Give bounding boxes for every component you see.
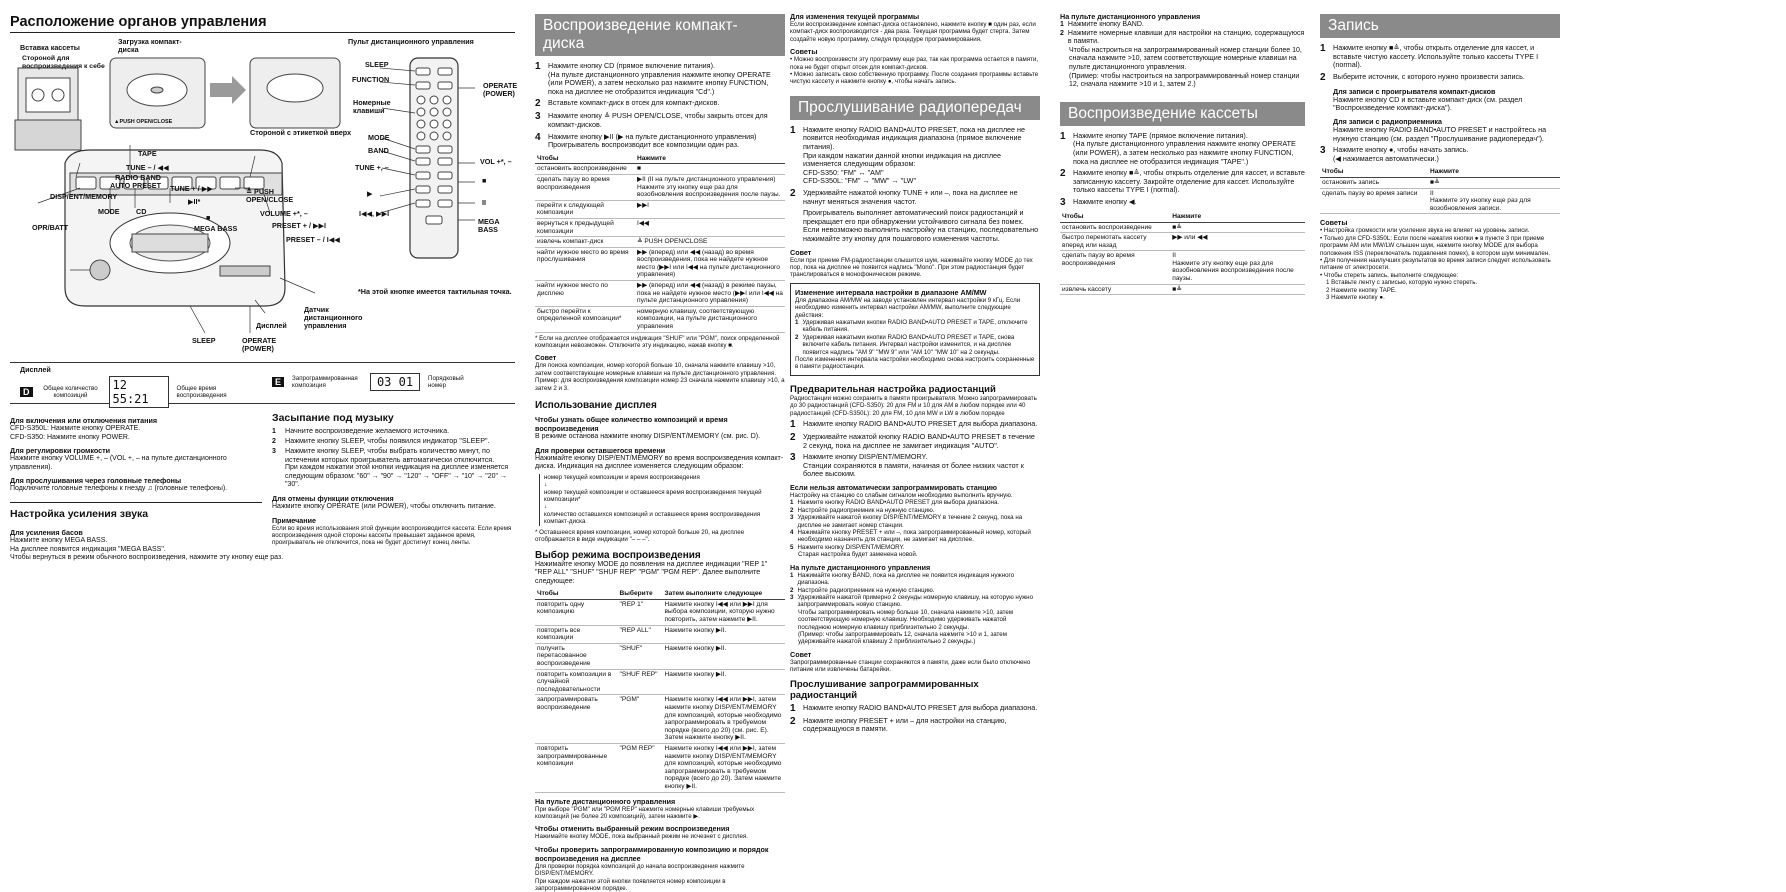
tape-table-row-cell: сделать паузу во время воспроизведения (1060, 251, 1170, 284)
cd-step-4b: Проигрыватель воспроизводит все композиции один раз. (548, 140, 740, 150)
record-radio-heading: Для записи с радиоприемника (1333, 116, 1443, 126)
record-step-2: Выберите источник, с которого нужно произвести запись. (1333, 71, 1525, 81)
remote-band: BAND (368, 146, 389, 155)
sleep-note-heading: Примечание (272, 515, 317, 525)
sleep-note: Если во время использования этой функции воспроизводится кассета: Если время воспроизведения одной стороны кассеты превышает заданное время, проигрыватель не отключится, пока не будет достигнут конец ленты. (272, 524, 512, 547)
check-line-2: При каждом нажатии этой кнопки появляется номер композиции в запрограммированном порядке. (535, 877, 726, 892)
column-cd: Воспроизведение компакт-диска 1 Нажмите кнопку CD (прямое включение питания). (На пульте дистанционного управления нажмите кнопку OPERATE (или POWER), а затем несколько раз нажмите кнопку FUNCTION, пока на дисплее не отобразится индикация "Cd".) 2 Вставьте компакт-диск в отсек для компакт-дисков. 3 Нажмите кнопку ≜ PUSH OPEN/CLOSE, чтобы закрыть отсек для компакт-дисков. 4 Нажмите кнопку ▶II (▶ на пульте дистанционного управления) Проигрыватель воспроизводит все композиции один раз. Чтобы Нажмите остановить воспроизведение ■ сделать паузу во время воспроизведения ▶II (II на пульте дистанционного управления) Нажмите эту кнопку еще раз для возобновления воспроизведения после паузы. перейти к следующей композиции ▶▶I вернуться к предыдущей композиции I◀◀ извлечь компакт-диск ≜ PUSH OPEN/CLOSE найти нужное место во время прослушивания ▶▶ (вперед) или ◀◀ (назад) во время воспроизведения, пока не найдете нужное место (▶▶I или I◀◀ на пульте дистанционного управления) найти нужное место по дисплею ▶▶ (вперед) или ◀◀ (назад) в режиме паузы, пока не найдете нужное место (▶▶I или I◀◀ на пульте дистанционного управления) быстро перейти к определенной композиции* номерную клавишу, соответствующую композиции, на пульте дистанционного управления * Если на дисплее отображается индикация "SHUF" или "PGM", поиск определенной композиции невозможен. Отключите эту индикацию, нажав кнопку ■. Совет Для поиска композиции, номер которой больше 10, сначала нажмите клавишу >10, затем соответствующие номерные клавиши на пульте дистанционного управления. Пример: для воспроизведения композиции номер 23 сначала нажмите клавишу >10, а затем 2 и 3. Использование дисплея Чтобы узнать общее количество композиций и время воспроизведения В режиме останова нажмите кнопку DISP/ENT/MEMORY (см. рис. D). Для проверки оставшегося времени Нажимайте кнопку DISP/ENT/MEMORY во время воспроизведения компакт-диска. Индикация на дисплее изменяется следующим образом: номер текущей композиции и время воспроизведения ↓ номер текущей композиции и оставшееся время воспроизведения текущей композиции* ↓ количество оставшихся композиций и оставшееся время воспроизведения компакт-диска * Оставшееся время композиции, номер которой больше 20, на дисплее отображается в виде индикации "– – –". Выбор режима воспроизведения Нажимайте кнопку MODE до появления на дисплее индикации "REP 1" "REP ALL" "SHUF" "SHUF REP" "PGM" "PGM REP". Далее выполните следующее: Чтобы Выберите Затем выполните следующее повторить одну композицию "REP 1" Нажмите кнопку I◀◀ или ▶▶I для выбора композиции, которую нужно повторить, затем нажмите ▶II. повторить все композиции "REP ALL" Нажмите кнопку ▶II. получить перетасованное воспроизведение "SHUF" Нажмите кнопку ▶II. повторить композиции в случайной последовательности "SHUF REP" Нажмите кнопку ▶II. запрограммировать воспроизведение "PGM" Нажмите кнопку I◀◀ или ▶▶I, затем нажмите кнопку DISP/ENT/MEMORY для композиций, которые необходимо запрограммировать в требуемом порядке (всего до 20) (см. рис. E). Затем нажмите кнопку ▶II. повторить запрограммированные композиции "PGM REP" Нажмите кнопку I◀◀ или ▶▶I, затем нажмите кнопку DISP/ENT/MEMORY для композиций, которые необходимо запрограммировать в требуемом порядке (всего до 20). Затем нажмите кнопку ▶II. На пульте дистанционного управления При выборе "PGM" или "PGM REP" нажмите номерные клавиши требуемых композиций (не более 20 композиций), затем нажмите ▶. Чтобы отменить выбранный режим воспроизведения Нажимайте кнопку MODE, пока выбранный режим не исчезнет с дисплея. Чтобы проверить запрограммированную композицию и порядок воспроизведения на дисплее Для проверки порядка композиций до начала воспроизведения нажмите DISP/ENT/MEMORY. При каждом нажатии этой кнопки появляется номер композиции в запрограммированном порядке. (535, 0, 785, 842)
mode-table-row-cell: повторить все композиции (535, 625, 618, 643)
record-step-3b: (◀ нажимается автоматически.) (1333, 153, 1439, 163)
cd-remote-heading: На пульте дистанционного управления (535, 796, 676, 806)
record-step-3: Нажмите кнопку ●, чтобы начать запись. (1333, 145, 1469, 155)
record-tips-heading: Советы (1320, 218, 1348, 228)
mode-table-row (535, 643, 785, 669)
display-d-right: Общее время воспроизведения (176, 384, 227, 399)
mode-table-row-cell: повторить одну композицию (535, 599, 618, 625)
label-cd: CD (136, 207, 147, 216)
prog-tip-2: • Можно записать свою собственную программу. После создания программы вставьте чистую кассету и нажмите кнопку ●, чтобы начать запись. (790, 71, 1039, 86)
mode-table-row-cell: получить перетасованное воспроизведение (535, 643, 618, 669)
interval-box: Изменение интервала настройки в диапазоне AM/MW Для диапазона AM/MW на заводе установлен интервал настройки 9 кГц. Если необходимо изменить интервал настройки AM/MW, выполните следующие действия: 1 Удерживая нажатыми кнопки RADIO BAND•AUTO PRESET и TAPE, отключите кабель питания. 2 Удерживая нажатыми кнопки RADIO BAND•AUTO PRESET и TAPE, снова включите кабель питания. Интервал настройки изменится, и на дисплее появится надпись "AM 9" "MW 9" или "AM 10" "MW 10" на 2 секунды. После изменения интервала настройки необходимо снова настроить сохраненные в памяти радиостанции. (790, 283, 1040, 376)
remote-function: FUNCTION (352, 75, 390, 84)
mode-header-then: Затем выполните следующее (663, 589, 786, 599)
mode-table-row (535, 669, 785, 695)
manual-step-3: Удерживайте нажатой кнопку DISP/ENT/MEMORY в течение 2 секунд, пока на дисплее не замигает номер станции. (797, 514, 1023, 529)
mode-line: Нажимайте кнопку MODE до появления на дисплее индикации "REP 1" "REP ALL" "SHUF" "SHUF REP" "PGM" "PGM REP". Далее выполните следующее: (535, 560, 768, 585)
radio-tip-heading: Совет (790, 247, 812, 257)
mode-table-row-cell: Нажмите кнопку I◀◀ или ▶▶I, затем нажмите кнопку DISP/ENT/MEMORY для композиций, которые необходимо запрограммировать в требуемом порядке (всего до 20). Затем нажмите кнопку ▶II. (663, 743, 786, 792)
mode-title: Выбор режима воспроизведения (535, 549, 701, 561)
column-tape: На пульте дистанционного управления 1 Нажмите кнопку BAND. 2 Нажмите номерные клавиши для настройки на станцию, содержащуюся в памяти. Чтобы настроиться на запрограммированный номер станции более 10, сначала нажмите >10, затем соответствующие номерные клавиши на пульте дистанционного управления. (Пример: чтобы настроиться на запрограммированный номер станции 12, сначала нажмите >10 и 1, затем 2.) Воспроизведение кассеты 1 Нажмите кнопку TAPE (прямое включение питания). (На пульте дистанционного управления нажмите кнопку OPERATE (или POWER), а затем несколько раз нажмите кнопку FUNCTION, пока на дисплее не отобразится индикация "TAPE".) 2 Нажмите кнопку ■≜, чтобы открыть отделение для кассет, и вставьте записанную кассету. Закройте отделение для кассет. Используйте только кассеты TYPE I (normal). 3 Нажмите кнопку ◀. Чтобы Нажмите остановить воспроизведение ■≜ быстро перемотать кассету вперед или назад ▶▶ или ◀◀ сделать паузу во время воспроизведения II Нажмите эту кнопку еще раз для возобновления воспроизведения после паузы. извлечь кассету ■≜ (1060, 0, 1305, 842)
record-cd-line: Нажмите кнопку CD и вставьте компакт-диск (см. раздел "Воспроизведение компакт-диска"). (1333, 94, 1523, 113)
mode-table-row-cell: "REP 1" (618, 599, 663, 625)
cd-table-row-cell: перейти к следующей композиции (535, 200, 635, 218)
cd-table-row-cell: ▶▶ (вперед) или ◀◀ (назад) в режиме паузы, пока не найдете нужное место (▶▶I или I◀◀ на пульте дистанционного управления) (635, 281, 785, 307)
sleep-step-1: Начните воспроизведение желаемого источника. (285, 426, 450, 435)
column-radio: Для изменения текущей программы Если воспроизведение компакт-диска остановлено, нажмите кнопку ■ один раз, если компакт-диск воспроизводится - два раза. Текущая программа будет стерта. Затем создайте новую программу, следуя процедуре программирования. Советы • Можно воспроизвести эту программу еще раз, так как программа остается в памяти, пока не будет открыт отсек для компакт-дисков. • Можно записать свою собственную программу. После создания программы вставьте чистую кассету и нажмите кнопку ●, чтобы начать запись. Прослушивание радиопередач 1 Нажмите кнопку RADIO BAND•AUTO PRESET, пока на дисплее не появится необходимая индикация диапазона (прямое включение питания). При каждом нажатии данной кнопки индикация на дисплее изменяется следующим образом: CFD-S350: "FM" ↔ "AM" CFD-S350L: "FM" → "MW" → "LW" 2 Удерживайте нажатой кнопку TUNE + или –, пока на дисплее не начнут меняться значения частот. Проигрыватель выполняет автоматический поиск радиостанций и прекращает его при обнаружении устойчивого сигнала без помех. Если невозможно выполнить настройку на станцию, последовательно нажимайте эту кнопку для пошагового изменения частоты. Совет Если при приеме FM-радиостанции слышится шум, нажимайте кнопку MODE до тех пор, пока на дисплее не появится надпись "Mono". При этом радиостанция будет транслироваться в монофоническом режиме. Изменение интервала настройки в диапазоне AM/MW Для диапазона AM/MW на заводе установлен интервал настройки 9 кГц. Если необходимо изменить интервал настройки AM/MW, выполните следующие действия: 1 Удерживая нажатыми кнопки RADIO BAND•AUTO PRESET и TAPE, отключите кабель питания. 2 Удерживая нажатыми кнопки RADIO BAND•AUTO PRESET и TAPE, снова включите кабель питания. Интервал настройки изменится, и на дисплее появится надпись "AM 9" "MW 9" или "AM 10" "MW 10" на 2 секунды. После изменения интервала настройки необходимо снова настроить сохраненные в памяти радиостанции. Предварительная настройка радиостанций Радиостанции можно сохранить в памяти проигрывателя. Можно запрограммировать до 30 радиостанций (CFD-S350): 20 для FM и 10 для AM в любом порядке или 40 радиостанций (CFD-S350L): 20 для FM, 10 для MW и LW в любом порядке 1 Нажмите кнопку RADIO BAND•AUTO PRESET для выбора диапазона. 2 Удерживайте нажатой кнопку RADIO BAND•AUTO PRESET в течение 2 секунд, пока на дисплее не замигает индикация "AUTO". 3 Нажмите кнопку DISP/ENT/MEMORY. Станции сохраняются в памяти, начиная от более низких частот к более высоким. Если нельзя автоматически запрограммировать станцию Настройку на станцию со слабым сигналом необходимо выполнить вручную. 1 Нажмите кнопку RADIO BAND•AUTO PRESET для выбора диапазона. 2 Настройте радиоприемник на нужную станцию. 3 Удерживайте нажатой кнопку DISP/ENT/MEMORY в течение 2 секунд, пока на дисплее не замигает номер станции. 4 Нажимайте кнопку PRESET + или –, пока запрограммированный номер, который необходимо назначить для станции, не замигает на дисплее. 5 Нажмите кнопку DISP/ENT/MEMORY. Старая настройка будет заменена новой. На пульте дистанционного управления 1 Нажимайте кнопку BAND, пока на дисплее не появится индикация нужного диапазона. 2 Настройте радиоприемник на нужную станцию. 3 Удерживайте нажатой примерно 2 секунды номерную клавишу, на которую нужно запрограммировать новую станцию. Чтобы запрограммировать номер больше 10, сначала нажмите >10, затем соответствующую номерную клавишу. Необходимо удерживать нажатой последнюю номерную клавишу приблизительно 2 секунды. (Пример: чтобы запрограммировать 12, сначала нажмите >10 и 1, затем удерживайте нажатой клавишу 2 приблизительно 2 секунды.) Совет Запрограммированные станции сохраняются в памяти, даже если было отключено питание или извлечены батарейки. Прослушивание запрограммированных радиостанций 1 Нажмите кнопку RADIO BAND•AUTO PRESET для выбора диапазона. 2 Нажмите кнопку PRESET + или – для настройки на станцию, содержащуюся в памяти. (790, 12, 1039, 734)
record-control-table (1320, 167, 1560, 214)
power-heading: Для включения или отключения питания (10, 416, 158, 425)
remote-mega: MEGA BASS (478, 217, 500, 234)
remote-vol: VOL +*, – (480, 157, 512, 166)
interval-line: Для диапазона AM/MW на заводе установлен интервал настройки 9 кГц. Если необходимо изменить интервал настройки AM/MW, выполните следующие действия: (795, 296, 1021, 319)
tape-step-2: Нажмите кнопку ■≜, чтобы открыть отделение для кассет, и вставьте записанную кассету. Закройте отделение для кассет. Используйте только кассеты TYPE I (normal). (1073, 168, 1305, 195)
mode-table-row-cell: "SHUF" (618, 643, 663, 669)
record-table-row-cell: ■≜ (1428, 177, 1560, 188)
mode-table-row-cell: Нажмите кнопку I◀◀ или ▶▶I для выбора композиции, которую нужно повторить, затем нажмите ▶II. (663, 599, 786, 625)
tape-table-row-cell: остановить воспроизведение (1060, 222, 1170, 233)
cd-tip: Для поиска композиции, номер которой больше 10, сначала нажмите клавишу >10, затем соответствующие номерные клавиши на пульте дистанционного управления. Пример: для воспроизведения композиции номер 23 сначала нажмите клавишу >10, а затем 2 и 3. (535, 362, 785, 392)
power-line-1: CFD-S350L: Нажмите кнопку OPERATE. (10, 425, 141, 432)
label-mode: MODE (98, 207, 120, 216)
label-disp: DISP/ENT/MEMORY (50, 192, 118, 201)
remote-numeric: Номерные клавиши (353, 98, 391, 115)
power-line-2: CFD-S350: Нажмите кнопку POWER. (10, 433, 130, 441)
preset-tip-heading: Совет (790, 649, 812, 659)
prog-tip-1: • Можно воспроизвести эту программу еще раз, так как программа остается в памяти, пока не будет открыт отсек для компакт-дисков. (790, 56, 1039, 71)
figure-d-tag: D (20, 387, 33, 397)
tape-section-title: Воспроизведение кассеты (1060, 102, 1305, 126)
mode-table-row-cell: Нажмите кнопку ▶II. (663, 625, 786, 643)
mode-table-row (535, 599, 785, 625)
remain-flow: номер текущей композиции и время воспроизведения ↓ номер текущей композиции и оставшееся время воспроизведения текущей композиции* ↓ количество оставшихся композиций и оставшееся время воспроизведения компакт-диска (539, 474, 785, 526)
listen-title: Прослушивание запрограммированных радиостанций (790, 678, 979, 701)
mode-table-row-cell: повторить композиции в случайной последовательности (535, 669, 618, 695)
record-tip-3: • Для получения наилучших результатов во время записи следует использовать питание от электросети. (1320, 256, 1551, 272)
cd-table-row-cell: найти нужное место во время прослушивания (535, 247, 635, 280)
tape-remote-step-1: Нажмите кнопку BAND. (1067, 21, 1144, 28)
label-preset-plus: PRESET + / ▶▶I (272, 221, 326, 230)
radio-step-1b: При каждом нажатии данной кнопки индикация на дисплее изменяется следующим образом: (803, 150, 1002, 169)
radio-remote-step-1: Нажимайте кнопку BAND, пока на дисплее не появится индикация нужного диапазона. (797, 571, 1015, 587)
page-title: Расположение органов управления (10, 14, 515, 33)
display-e-lcd: 03 01 (370, 373, 420, 391)
label-opr-batt: OPR/BATT (32, 223, 69, 232)
cd-table-row (535, 200, 785, 218)
record-step-1: Нажмите кнопку ■≜, чтобы открыть отделение для кассет, и вставьте чистую кассету. Используйте только кассеты TYPE I (normal). (1333, 43, 1539, 70)
label-tune-plus: TUNE + / ▶▶ (170, 184, 213, 193)
remote-tune: TUNE +, – (355, 163, 389, 172)
flow-note: * Оставшееся время композиции, номер которой больше 20, на дисплее отображается в виде индикации "– – –". (535, 528, 745, 544)
remote-operate: OPERATE (POWER) (483, 81, 518, 98)
remain-heading: Для проверки оставшегося времени (535, 445, 666, 455)
sleep-step-2: Нажмите кнопку SLEEP, чтобы появился индикатор "SLEEP". (285, 436, 490, 445)
mode-table-row-cell: запрограммировать воспроизведение (535, 695, 618, 744)
column-record: Запись 1 Нажмите кнопку ■≜, чтобы открыть отделение для кассет, и вставьте чистую кассету. Используйте только кассеты TYPE I (normal). 2 Выберите источник, с которого нужно произвести запись. Для записи с проигрывателя компакт-дисков Нажмите кнопку CD и вставьте компакт-диск (см. раздел "Воспроизведение компакт-диска"). Для записи с радиоприемника Нажмите кнопку RADIO BAND•AUTO PRESET и настройтесь на нужную станцию (см. раздел "Прослушивание радиопередач"). 3 Нажмите кнопку ●, чтобы начать запись. (◀ нажимается автоматически.) Чтобы Нажмите остановить запись ■≜ сделать паузу во время записи II Нажмите эту кнопку еще раз для возобновления записи. Советы • Настройка громкости или усиления звука не влияет на уровень записи. • Только для CFD-S350L: Если после нажатия кнопки ● в пункте 3 при приеме программ AM или MW/LW слышен шум, нажмите кнопку MODE для выбора положения ISS (переключатель подавления помех), в котором шум минимален. • Для получения наилучших результатов во время записи следует использовать питание от электросети. • Чтобы стереть запись, выполните следующее: 1 Вставьте ленту с записью, которую нужно стереть. 2 Нажмите кнопку TAPE. 3 Нажмите кнопку ●. (1320, 0, 1780, 842)
cd-table-row-cell: быстро перейти к определенной композиции* (535, 306, 635, 332)
preset-line: Радиостанции можно сохранить в памяти проигрывателя. Можно запрограммировать до 30 радиостанций (CFD-S350): 20 для FM и 10 для AM в любом порядке или 40 радиостанций (CFD-S350L): 20 для FM, 10 для MW и LW в любом порядке (790, 394, 1037, 417)
tape-table-row-cell: извлечь кассету (1060, 284, 1170, 295)
mode-header-select: Выберите (618, 589, 663, 599)
tape-table-header-to: Чтобы (1060, 212, 1170, 222)
cd-table-row-cell: найти нужное место по дисплею (535, 281, 635, 307)
cd-table-row (535, 237, 785, 248)
flow-step-1: номер текущей композиции и время воспроизведения (544, 473, 700, 481)
interval-heading: Изменение интервала настройки в диапазоне AM/MW (795, 287, 987, 297)
label-tape: TAPE (138, 149, 157, 158)
manual-step-1: Нажмите кнопку RADIO BAND•AUTO PRESET для выбора диапазона. (797, 499, 1000, 507)
cd-step-1b: (На пульте дистанционного управления нажмите кнопку OPERATE (или POWER), а затем несколько раз нажмите кнопку FUNCTION, пока на дисплее не отобразится индикация "Cd".) (548, 69, 771, 96)
manual-step-4: Нажимайте кнопку PRESET + или –, пока запрограммированный номер, который необходимо назначить для станции, не замигает на дисплее. (797, 529, 1031, 544)
tape-table-row (1060, 233, 1305, 251)
label-push-open: ▲PUSH OPEN/CLOSE (114, 119, 173, 125)
remote-title: Пульт дистанционного управления (348, 37, 474, 46)
cd-table-header-press: Нажмите (635, 154, 785, 164)
display-box-title: Дисплей (20, 365, 51, 374)
bass-title: Настройка усиления звука (10, 507, 149, 520)
phones-heading: Для прослушивания через головные телефоны (10, 476, 182, 486)
radio-remote-step-3b: Чтобы запрограммировать номер больше 10, сначала нажмите >10, затем соответствующую номерную клавишу. Необходимо удерживать нажатой последнюю номерную клавишу приблизительно 2 секунды. (798, 608, 1014, 631)
radio-step-2: Удерживайте нажатой кнопку TUNE + или –, пока на дисплее не начнут меняться значения частот. (803, 188, 1018, 206)
radio-step-1c: CFD-S350: "FM" ↔ "AM" (803, 167, 884, 177)
record-radio-line: Нажмите кнопку RADIO BAND•AUTO PRESET и настройтесь на нужную станцию (см. раздел "Прослушивание радиопередач"). (1333, 124, 1547, 143)
sleep-step-3: Нажмите кнопку SLEEP, чтобы выбрать количество минут, по истечении которых проигрыватель автоматически отключится. (285, 446, 495, 464)
label-cassette-insert: Вставка кассеты (20, 43, 80, 52)
mode-table-row-cell: "PGM REP" (618, 743, 663, 792)
mode-cancel-heading: Чтобы отменить выбранный режим воспроизведения (535, 824, 730, 834)
label-cd-load: Загрузка компакт-диска (118, 37, 182, 54)
record-table-row-body (1320, 177, 1560, 213)
cd-step-2: Вставьте компакт-диск в отсек для компакт-дисков. (548, 98, 720, 108)
remote-pause: II (482, 198, 486, 207)
cd-table-header-to: Чтобы (535, 154, 635, 164)
display-e-left: Запрограммированная композиция (292, 374, 358, 389)
cd-table-row-cell: ▶▶I (635, 200, 785, 218)
record-section-title: Запись (1320, 14, 1560, 38)
flow-step-3: количество оставшихся композиций и оставшееся время воспроизведения компакт-диска (544, 510, 761, 526)
record-table-header-to: Чтобы (1320, 167, 1428, 177)
cd-table-row (535, 174, 785, 200)
column-controls (10, 0, 518, 842)
remote-play: ▶ (367, 189, 373, 198)
mode-table-row (535, 695, 785, 744)
radio-step-2b: Проигрыватель выполняет автоматический поиск радиостанций и прекращает его при обнаружении устойчивого сигнала без помех. (803, 208, 1024, 226)
display-total-line: В режиме останова нажмите кнопку DISP/ENT/MEMORY (см. рис. D). (535, 433, 761, 441)
volume-line-1: Нажмите кнопку VOLUME +, – (VOL +, – на пульте дистанционного управления). (10, 455, 227, 471)
remote-mode: MODE (368, 133, 390, 142)
col1-lower-left (10, 412, 284, 563)
mode-table-row-cell: "REP ALL" (618, 625, 663, 643)
cd-table-row-cell: ▶▶ (вперед) или ◀◀ (назад) во время воспроизведения, пока не найдете нужное место (▶▶I или I◀◀ на пульте дистанционного управления) (635, 247, 785, 280)
sleep-title: Засыпание под музыку (272, 412, 394, 424)
tape-step-1b: (На пульте дистанционного управления нажмите кнопку OPERATE (или POWER), а затем несколько раз нажмите кнопку FUNCTION, пока на дисплее не отобразится индикация "TAPE".) (1073, 139, 1296, 166)
tape-remote-heading: На пульте дистанционного управления (1060, 12, 1201, 21)
cd-table-row-cell: I◀◀ (635, 218, 785, 236)
label-preset-minus: PRESET – / I◀◀ (286, 235, 340, 244)
radio-step-1d: CFD-S350L: "FM" → "MW" → "LW" (803, 176, 917, 186)
label-stop: ■ (206, 213, 211, 222)
label-side-facing: Стороной для воспроизведения к себе (22, 55, 105, 70)
cd-step-3: Нажмите кнопку ≜ PUSH OPEN/CLOSE, чтобы закрыть отсек для компакт-дисков. (548, 111, 768, 129)
mode-table-row (535, 743, 785, 792)
remote-sleep: SLEEP (365, 60, 389, 69)
label-mega-bass: MEGA BASS (194, 224, 238, 233)
mode-table-row-body (535, 599, 785, 792)
mode-table-row-cell: Нажмите кнопку ▶II. (663, 669, 786, 695)
flow-step-2: номер текущей композиции и оставшееся время воспроизведения текущей композиции* (544, 488, 762, 504)
record-tip-1: • Настройка громкости или усиления звука не влияет на уровень записи. (1320, 227, 1530, 235)
mode-table-row-cell: повторить запрограммированные композиции (535, 743, 618, 792)
preset-step-3: Нажмите кнопку DISP/ENT/MEMORY. (803, 452, 928, 462)
tape-table-row (1060, 222, 1305, 233)
record-table-header-press: Нажмите (1428, 167, 1560, 177)
radio-remote-step-3: Удерживайте нажатой примерно 2 секунды номерную клавишу, на которую нужно запрограммировать новую станцию. (797, 593, 1034, 609)
display-e-right: Порядковый номер (428, 374, 464, 389)
mode-table-row-cell: Нажмите кнопку ▶II. (663, 643, 786, 669)
record-table-row-cell: остановить запись (1320, 177, 1428, 188)
mode-table-row-cell: Нажмите кнопку I◀◀ или ▶▶I, затем нажмите кнопку DISP/ENT/MEMORY для композиций, которые необходимо запрограммировать в требуемом порядке (всего до 20) (см. рис. E). Затем нажмите кнопку ▶II. (663, 695, 786, 744)
prog-tips-heading: Советы (790, 47, 818, 57)
tape-remote-step-2c: (Пример: чтобы настроиться на запрограммированный номер станции 12, сначала нажмите >10 и 1, затем 2.) (1069, 72, 1300, 89)
bass-heading: Для усиления басов (10, 527, 83, 537)
listen-step-1: Нажмите кнопку RADIO BAND•AUTO PRESET для выбора диапазона. (803, 702, 1038, 712)
bass-line-1: Нажмите кнопку MEGA BASS. (10, 536, 108, 544)
radio-tip: Если при приеме FM-радиостанции слышится шум, нажимайте кнопку MODE до тех пор, пока на дисплее не появится надпись "Mono". При этом радиостанция будет транслироваться в монофоническом режиме. (790, 256, 1033, 279)
figure-e-tag: E (272, 377, 284, 387)
cd-table-row (535, 164, 785, 175)
interval-step-2: Удерживая нажатыми кнопки RADIO BAND•AUTO PRESET и TAPE, снова включите кабель питания. Интервал настройки изменится, и на дисплее появится надпись "AM 9" "MW 9" или "AM 10" "MW 10" на 2 секунды. (802, 333, 1015, 356)
tape-table-row-cell: ▶▶ или ◀◀ (1170, 233, 1305, 251)
label-sensor: Датчик дистанционного управления (304, 305, 363, 330)
manual-heading: Если нельзя автоматически запрограммировать станцию (790, 483, 998, 493)
remain-line: Нажимайте кнопку DISP/ENT/MEMORY во время воспроизведения компакт-диска. Индикация на дисплее изменяется следующим образом: (535, 454, 784, 471)
tape-table-row-cell: II Нажмите эту кнопку еще раз для возобновления воспроизведения после паузы. (1170, 251, 1305, 284)
radio-remote-heading: На пульте дистанционного управления (790, 562, 931, 572)
cd-table-row-cell: ▶II (II на пульте дистанционного управления) Нажмите эту кнопку еще раз для возобновления воспроизведения после паузы. (635, 174, 785, 200)
tape-table-row-cell: быстро перемотать кассету вперед или назад (1060, 233, 1170, 251)
preset-step-3b: Станции сохраняются в памяти, начиная от более низких частот к более высоким. (803, 460, 1024, 479)
mode-table (535, 589, 785, 792)
record-table-row-cell: сделать паузу во время записи (1320, 188, 1428, 214)
mode-table-row-cell: "PGM" (618, 695, 663, 744)
manual-step-5b: Старая настройка будет заменена новой. (798, 551, 918, 559)
cd-table-row-cell: номерную клавишу, соответствующую композиции, на пульте дистанционного управления (635, 306, 785, 332)
cd-tip-heading: Совет (535, 353, 557, 363)
interval-step-1: Удерживая нажатыми кнопки RADIO BAND•AUTO PRESET и TAPE, отключите кабель питания. (802, 319, 1028, 334)
prog-change-line: Если воспроизведение компакт-диска остановлено, нажмите кнопку ■ один раз, если компакт-диск воспроизводится - два раза. Текущая программа будет стерта. Затем создайте новую программу, следуя процедуре программирования. (790, 21, 1036, 43)
label-sleep: SLEEP (192, 336, 216, 345)
display-box (10, 362, 515, 404)
tape-table-header-press: Нажмите (1170, 212, 1305, 222)
preset-step-2: Удерживайте нажатой кнопку RADIO BAND•AUTO PRESET в течение 2 секунд, пока на дисплее не замигает индикация "AUTO". (803, 432, 1035, 450)
record-tip-4b: 2 Нажмите кнопку TAPE. (1326, 286, 1397, 294)
remote-tactile-note: *На этой кнопке имеется тактильная точка. (358, 287, 512, 296)
cd-table-row-body (535, 164, 785, 332)
cd-table-row (535, 218, 785, 236)
mode-table-row-cell: "SHUF REP" (618, 669, 663, 695)
label-radio-band: RADIO BAND AUTO PRESET (110, 173, 161, 190)
cd-table-note: * Если на дисплее отображается индикация "SHUF" или "PGM", поиск определенной композиции невозможен. Отключите эту индикацию, нажав кнопку ■. (535, 334, 780, 350)
sleep-cancel-heading: Для отмены функции отключения (272, 493, 394, 503)
record-tip-4a: 1 Вставьте ленту с записью, которую нужно стереть. (1326, 279, 1478, 287)
display-total-heading: Чтобы узнать общее количество композиций и время воспроизведения (535, 415, 728, 434)
tape-step-1: Нажмите кнопку TAPE (прямое включение питания). (1073, 130, 1248, 140)
radio-section-title: Прослушивание радиопередач (790, 96, 1040, 120)
display-d-lcd: 12 55:21 (109, 376, 169, 408)
tape-table-row-cell: ■≜ (1170, 284, 1305, 295)
cd-table-row-cell: сделать паузу во время воспроизведения (535, 174, 635, 200)
radio-step-2c: Если невозможно выполнить настройку на станцию, последовательно нажимайте эту кнопку для пошагового изменения частоты. (803, 225, 1039, 243)
cd-step-4: Нажмите кнопку ▶II (▶ на пульте дистанционного управления) (548, 131, 757, 141)
cd-table-row-cell: ■ (635, 164, 785, 175)
tape-remote-step-2: Нажмите номерные клавиши для настройки на станцию, содержащуюся в памяти. (1067, 29, 1305, 46)
check-heading: Чтобы проверить запрограммированную композицию и порядок воспроизведения на дисплее (535, 844, 769, 863)
cd-table-row-cell: вернуться к предыдущей композиции (535, 218, 635, 236)
manual-step-5: Нажмите кнопку DISP/ENT/MEMORY. (797, 543, 905, 551)
cd-step-1: Нажмите кнопку CD (прямое включение питания). (548, 61, 715, 70)
cd-table-row-cell: извлечь компакт-диск (535, 237, 635, 248)
display-d-left: Общее количество композиций (43, 384, 98, 399)
label-push-open-close: ≜ PUSH OPEN/CLOSE (246, 187, 294, 204)
cd-control-table (535, 154, 785, 333)
cd-remote-line: При выборе "PGM" или "PGM REP" нажмите номерные клавиши требуемых композиций (не более 20 композиций), затем нажмите ▶. (535, 805, 755, 820)
record-table-row (1320, 188, 1560, 214)
cd-section-title: Воспроизведение компакт-диска (535, 14, 785, 56)
preset-title: Предварительная настройка радиостанций (790, 383, 996, 395)
tape-control-table (1060, 212, 1305, 295)
preset-step-1: Нажмите кнопку RADIO BAND•AUTO PRESET для выбора диапазона. (803, 419, 1038, 429)
col1-lower-right: Засыпание под музыку 1 Начните воспроизведение желаемого источника. 2 Нажмите кнопку SLEEP, чтобы появился индикатор "SLEEP". 3 Нажмите кнопку SLEEP, чтобы выбрать количество минут, по истечении которых проигрыватель автоматически отключится. При каждом нажатии этой кнопки индикация на дисплее изменяется следующим образом: "60" → "90" → "120" → "OFF" → "10" → "20" → "30". Для отмены функции отключения Нажмите кнопку OPERATE (или POWER), чтобы отключить питание. Примечание Если во время использования этой функции воспроизводится кассета: Если время воспроизведения одной стороны кассеты превышает заданное время, проигрыватель не отключится, пока не будет достигнут конец ленты. (272, 412, 515, 547)
label-volume: VOLUME +*, – (260, 209, 308, 218)
cd-table-row (535, 247, 785, 280)
record-table-row-cell: II Нажмите эту кнопку еще раз для возобновления записи. (1428, 188, 1560, 214)
phones-line-1: Подключите головные телефоны к гнезду ♫ (головные телефоны). (10, 485, 228, 493)
tape-table-row (1060, 251, 1305, 284)
label-tune-minus: TUNE – / ◀◀ (126, 163, 169, 172)
radio-remote-step-3c: (Пример: чтобы запрограммировать 12, сначала нажмите >10 и 1, затем удерживайте нажатой клавишу 2 приблизительно 2 секунды.) (798, 630, 1007, 646)
check-line: Для проверки порядка композиций до начала воспроизведения нажмите DISP/ENT/MEMORY. (535, 862, 745, 878)
tape-remote-step-2b: Чтобы настроиться на запрограммированный номер станции более 10, сначала нажмите >10, затем соответствующие номерные клавиши на пульте дистанционного управления. (1069, 46, 1302, 71)
remote-prev-next: I◀◀, ▶▶I (359, 209, 390, 218)
label-play-pause: ▶II* (188, 197, 201, 206)
radio-step-1: Нажмите кнопку RADIO BAND•AUTO PRESET, пока на дисплее не появится необходимая индикация диапазона (прямое включение питания). (803, 124, 1026, 152)
record-table-row (1320, 177, 1560, 188)
label-operate: OPERATE (POWER) (242, 336, 277, 353)
sleep-step-3b: При каждом нажатии этой кнопки индикация на дисплее изменяется следующим образом: "60" → "90" → "120" → "OFF" → "10" → "20" → "30". (285, 464, 509, 489)
record-tip-4: • Чтобы стереть запись, выполните следующее: (1320, 271, 1459, 279)
interval-line-2: После изменения интервала настройки необходимо снова настроить сохраненные в памяти радиостанции. (795, 356, 1035, 371)
bass-line-3: Чтобы вернуться в режим обычного воспроизведения, нажмите эту кнопку еще раз. (10, 554, 284, 562)
tape-table-row-cell: ■≜ (1170, 222, 1305, 233)
bass-line-2: На дисплее появится индикация "MEGA BASS". (10, 545, 166, 553)
mode-table-row (535, 625, 785, 643)
record-tip-4c: 3 Нажмите кнопку ●. (1326, 293, 1385, 301)
manual-line: Настройку на станцию со слабым сигналом необходимо выполнить вручную. (790, 492, 1013, 500)
prog-change-heading: Для изменения текущей программы (790, 12, 920, 21)
listen-step-2: Нажмите кнопку PRESET + или – для настройки на станцию, содержащуюся в памяти. (803, 715, 1007, 734)
sleep-cancel-line: Нажмите кнопку OPERATE (или POWER), чтобы отключить питание. (272, 502, 496, 510)
record-tip-2: • Только для CFD-S350L: Если после нажатия кнопки ● в пункте 3 при приеме программ AM или MW/LW слышен шум, нажмите кнопку MODE для выбора положения ISS (переключатель подавления помех), в котором шум минимален. (1320, 234, 1550, 257)
tape-table-row (1060, 284, 1305, 295)
mode-cancel-line: Нажимайте кнопку MODE, пока выбранный режим не исчезнет с дисплея. (535, 833, 748, 841)
radio-remote-step-2: Настройте радиоприемник на нужную станцию. (797, 586, 935, 594)
tape-step-3: Нажмите кнопку ◀. (1073, 196, 1137, 206)
tape-table-row-body (1060, 222, 1305, 295)
cd-table-row (535, 306, 785, 332)
volume-heading: Для регулировки громкости (10, 446, 111, 456)
preset-tip: Запрограммированные станции сохраняются в памяти, даже если было отключено питание или извлечены батарейки. (790, 658, 1031, 674)
remote-stop: ■ (482, 176, 487, 185)
manual-step-2: Настройте радиоприемник на нужную станцию. (797, 506, 935, 514)
cd-table-row-cell: ≜ PUSH OPEN/CLOSE (635, 237, 785, 248)
cd-table-row-cell: остановить воспроизведение (535, 164, 635, 175)
cd-table-row (535, 281, 785, 307)
label-display: Дисплей (256, 321, 287, 330)
record-cd-heading: Для записи с проигрывателя компакт-дисков (1333, 86, 1496, 96)
mode-header-to: Чтобы (535, 589, 618, 599)
display-usage-title: Использование дисплея (535, 400, 657, 412)
label-label-up: Стороной с этикеткой вверх (250, 128, 352, 137)
